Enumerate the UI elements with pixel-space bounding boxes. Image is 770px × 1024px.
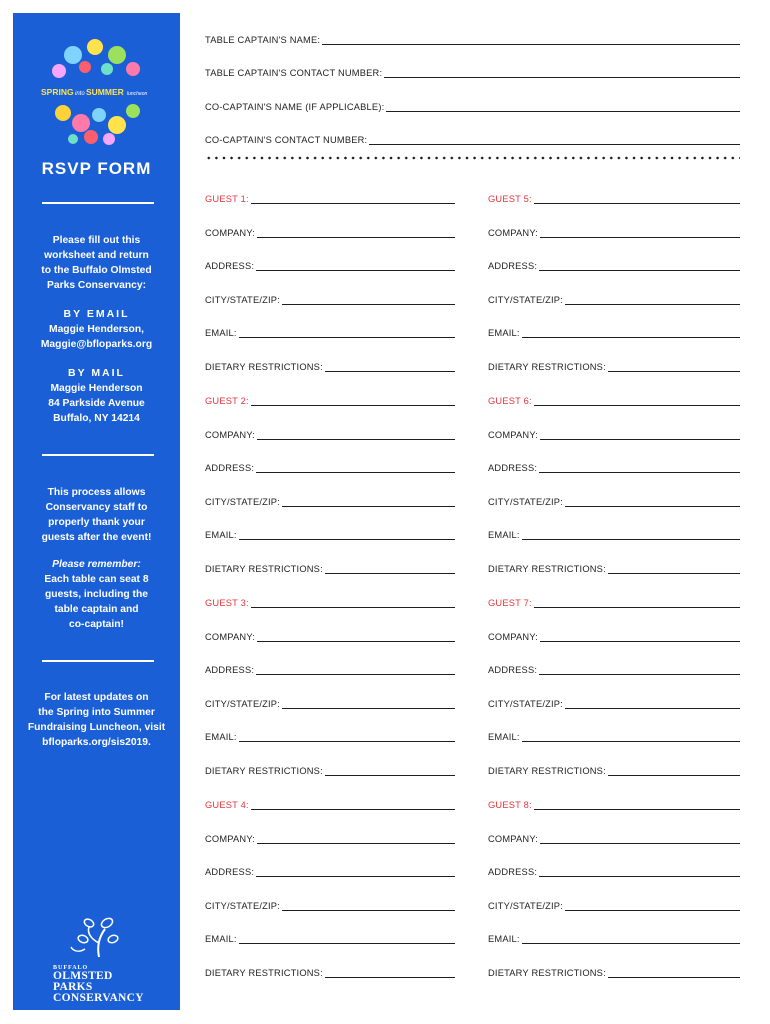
- write-line[interactable]: [384, 69, 740, 78]
- write-line[interactable]: [386, 103, 740, 112]
- remember-line: guests, including the: [45, 589, 148, 600]
- co-captain-name-field[interactable]: [205, 98, 740, 112]
- field-label: DIETARY RESTRICTIONS:: [488, 766, 606, 776]
- field-label: EMAIL:: [488, 732, 520, 743]
- guest-7-field[interactable]: [488, 762, 740, 776]
- field-label: EMAIL:: [205, 530, 237, 541]
- write-line[interactable]: [256, 666, 455, 675]
- write-line[interactable]: [256, 868, 455, 877]
- guest-3-field[interactable]: [205, 661, 455, 675]
- write-line[interactable]: [540, 633, 740, 642]
- updates-block: [21, 690, 172, 750]
- guest-2-name-field[interactable]: [205, 392, 455, 406]
- guest-label: GUEST 2:: [205, 396, 249, 406]
- field-label: EMAIL:: [488, 328, 520, 339]
- field-label: ADDRESS:: [488, 261, 538, 272]
- guest-7-field[interactable]: [488, 695, 740, 709]
- process-line: properly thank your: [48, 517, 145, 528]
- guest-2-field[interactable]: [205, 493, 455, 507]
- guest-label: GUEST 6:: [488, 396, 532, 406]
- org-small-name: BUFFALO: [53, 965, 89, 971]
- field-label: TABLE CAPTAIN'S CONTACT NUMBER:: [205, 68, 383, 78]
- field-label: DIETARY RESTRICTIONS:: [205, 968, 323, 978]
- field-label: DIETARY RESTRICTIONS:: [205, 362, 323, 372]
- guest-1-field[interactable]: [205, 358, 455, 372]
- write-line[interactable]: [608, 363, 740, 372]
- field-label: DIETARY RESTRICTIONS:: [488, 362, 606, 372]
- guest-2-field[interactable]: [205, 459, 455, 473]
- dotted-divider: [205, 156, 740, 160]
- guest-5-field[interactable]: [488, 224, 740, 238]
- guest-7-field[interactable]: [488, 661, 740, 675]
- write-line[interactable]: [325, 363, 455, 372]
- guest-6-field[interactable]: [488, 526, 740, 540]
- field-label: EMAIL:: [488, 530, 520, 541]
- guest-6-field[interactable]: [488, 426, 740, 440]
- guest-8-field[interactable]: [488, 830, 740, 844]
- updates-line: Fundraising Luncheon, visit: [27, 722, 166, 733]
- guest-2-field[interactable]: [205, 426, 455, 440]
- write-line[interactable]: [257, 431, 455, 440]
- updates-link[interactable]: bfloparks.org/sis2019.: [42, 737, 151, 748]
- field-label: ADDRESS:: [205, 867, 255, 878]
- field-label: DIETARY RESTRICTIONS:: [488, 968, 606, 978]
- guest-6-field[interactable]: [488, 493, 740, 507]
- email-contact-name: Maggie Henderson,: [49, 324, 144, 335]
- write-line[interactable]: [565, 902, 740, 911]
- guest-label: GUEST 7:: [488, 598, 532, 608]
- guest-3-field[interactable]: [205, 628, 455, 642]
- guest-5-field[interactable]: [488, 324, 740, 338]
- divider: [42, 454, 154, 456]
- guest-5-field[interactable]: [488, 291, 740, 305]
- mail-contact-name: Maggie Henderson: [50, 383, 143, 394]
- rsvp-form-title: RSVP FORM: [41, 159, 152, 178]
- field-label: ADDRESS:: [205, 261, 255, 272]
- updates-line: For latest updates on: [44, 692, 149, 703]
- write-line[interactable]: [239, 329, 455, 338]
- write-line[interactable]: [239, 935, 455, 944]
- write-line[interactable]: [522, 935, 740, 944]
- write-line[interactable]: [565, 498, 740, 507]
- write-line[interactable]: [608, 565, 740, 574]
- field-label: COMPANY:: [488, 227, 538, 238]
- write-line[interactable]: [322, 36, 740, 45]
- process-line: guests after the event!: [41, 532, 152, 543]
- field-label: COMPANY:: [205, 429, 255, 440]
- field-label: CITY/STATE/ZIP:: [488, 294, 563, 305]
- guest-8-field[interactable]: [488, 863, 740, 877]
- remember-line: co-captain!: [69, 619, 124, 630]
- write-line[interactable]: [539, 666, 740, 675]
- guest-6-field[interactable]: [488, 459, 740, 473]
- field-label: DIETARY RESTRICTIONS:: [488, 564, 606, 574]
- write-line[interactable]: [257, 229, 455, 238]
- field-label: EMAIL:: [205, 732, 237, 743]
- sidebar: [13, 13, 180, 1010]
- write-line[interactable]: [251, 397, 455, 406]
- leaf-tree-icon: [69, 913, 129, 959]
- intro-line: to the Buffalo Olmsted: [41, 265, 152, 276]
- guest-6-field[interactable]: [488, 560, 740, 574]
- field-label: CITY/STATE/ZIP:: [205, 900, 280, 911]
- field-label: EMAIL:: [205, 934, 237, 945]
- table-captain-contact-field[interactable]: [205, 64, 740, 78]
- field-label: CO-CAPTAIN'S NAME (IF APPLICABLE):: [205, 102, 385, 112]
- email-address: Maggie@bfloparks.org: [40, 339, 153, 350]
- write-line[interactable]: [325, 767, 455, 776]
- updates-line: the Spring into Summer: [38, 707, 155, 718]
- write-line[interactable]: [282, 902, 455, 911]
- guest-3-field[interactable]: [205, 695, 455, 709]
- write-line[interactable]: [251, 801, 455, 810]
- by-mail-heading: BY MAIL: [68, 367, 125, 379]
- guest-1-name-field[interactable]: [205, 190, 455, 204]
- field-label: COMPANY:: [488, 631, 538, 642]
- guest-2-field[interactable]: [205, 526, 455, 540]
- field-label: COMPANY:: [205, 631, 255, 642]
- guest-4-field[interactable]: [205, 863, 455, 877]
- co-captain-contact-field[interactable]: [205, 131, 740, 145]
- guest-5-field[interactable]: [488, 358, 740, 372]
- olmsted-parks-logo: [49, 913, 149, 1004]
- field-label: ADDRESS:: [205, 463, 255, 474]
- write-line[interactable]: [522, 329, 740, 338]
- svg-text:into: into: [75, 91, 85, 97]
- guest-4-field[interactable]: [205, 930, 455, 944]
- write-line[interactable]: [534, 599, 740, 608]
- write-line[interactable]: [539, 868, 740, 877]
- guest-8-name-field[interactable]: [488, 796, 740, 810]
- field-label: CITY/STATE/ZIP:: [488, 900, 563, 911]
- process-line: Conservancy staff to: [45, 502, 148, 513]
- field-label: COMPANY:: [205, 227, 255, 238]
- write-line[interactable]: [282, 498, 455, 507]
- guest-1-field[interactable]: [205, 291, 455, 305]
- field-label: EMAIL:: [205, 328, 237, 339]
- guest-6-name-field[interactable]: [488, 392, 740, 406]
- guest-4-field[interactable]: [205, 964, 455, 978]
- field-label: COMPANY:: [205, 833, 255, 844]
- write-line[interactable]: [256, 262, 455, 271]
- guest-4-field[interactable]: [205, 830, 455, 844]
- guest-7-field[interactable]: [488, 728, 740, 742]
- guest-label: GUEST 1:: [205, 194, 249, 204]
- spring-into-summer-logo: [33, 33, 160, 151]
- guest-7-name-field[interactable]: [488, 594, 740, 608]
- guest-label: GUEST 8:: [488, 800, 532, 810]
- write-line[interactable]: [239, 531, 455, 540]
- write-line[interactable]: [282, 700, 455, 709]
- guest-5-name-field[interactable]: [488, 190, 740, 204]
- write-line[interactable]: [534, 397, 740, 406]
- instructions-block: [21, 233, 172, 426]
- write-line[interactable]: [239, 733, 455, 742]
- process-line: This process allows: [47, 487, 146, 498]
- field-label: ADDRESS:: [488, 665, 538, 676]
- write-line[interactable]: [325, 969, 455, 978]
- field-label: DIETARY RESTRICTIONS:: [205, 766, 323, 776]
- guest-label: GUEST 4:: [205, 800, 249, 810]
- write-line[interactable]: [369, 136, 740, 145]
- mail-street: 84 Parkside Avenue: [48, 398, 145, 409]
- guest-7-field[interactable]: [488, 628, 740, 642]
- write-line[interactable]: [325, 565, 455, 574]
- write-line[interactable]: [251, 195, 455, 204]
- remember-heading: Please remember:: [52, 559, 141, 570]
- write-line[interactable]: [540, 835, 740, 844]
- field-label: CITY/STATE/ZIP:: [488, 698, 563, 709]
- remember-line: Each table can seat 8: [44, 574, 149, 585]
- field-label: ADDRESS:: [205, 665, 255, 676]
- field-label: COMPANY:: [488, 833, 538, 844]
- intro-line: Parks Conservancy:: [46, 280, 147, 291]
- write-line[interactable]: [534, 801, 740, 810]
- write-line[interactable]: [522, 531, 740, 540]
- write-line[interactable]: [565, 700, 740, 709]
- write-line[interactable]: [522, 733, 740, 742]
- write-line[interactable]: [540, 229, 740, 238]
- guest-1-field[interactable]: [205, 257, 455, 271]
- write-line[interactable]: [539, 262, 740, 271]
- guest-label: GUEST 3:: [205, 598, 249, 608]
- write-line[interactable]: [257, 835, 455, 844]
- field-label: CITY/STATE/ZIP:: [488, 496, 563, 507]
- svg-text:SPRING: SPRING: [41, 87, 74, 97]
- guest-3-name-field[interactable]: [205, 594, 455, 608]
- divider: [42, 660, 154, 662]
- field-label: DIETARY RESTRICTIONS:: [205, 564, 323, 574]
- field-label: CITY/STATE/ZIP:: [205, 698, 280, 709]
- field-label: CITY/STATE/ZIP:: [205, 496, 280, 507]
- svg-text:luncheon: luncheon: [127, 91, 148, 97]
- mail-city: Buffalo, NY 14214: [53, 413, 140, 424]
- write-line[interactable]: [282, 296, 455, 305]
- write-line[interactable]: [608, 969, 740, 978]
- guest-label: GUEST 5:: [488, 194, 532, 204]
- guest-3-field[interactable]: [205, 728, 455, 742]
- field-label: COMPANY:: [488, 429, 538, 440]
- guest-8-field[interactable]: [488, 964, 740, 978]
- write-line[interactable]: [256, 464, 455, 473]
- svg-text:SUMMER: SUMMER: [86, 87, 124, 97]
- field-label: TABLE CAPTAIN'S NAME:: [205, 35, 321, 45]
- field-label: CO-CAPTAIN'S CONTACT NUMBER:: [205, 135, 368, 145]
- divider: [42, 202, 154, 204]
- write-line[interactable]: [257, 633, 455, 642]
- guest-4-field[interactable]: [205, 897, 455, 911]
- guest-3-field[interactable]: [205, 762, 455, 776]
- field-label: CITY/STATE/ZIP:: [205, 294, 280, 305]
- guest-8-field[interactable]: [488, 897, 740, 911]
- intro-line: worksheet and return: [44, 250, 149, 261]
- org-name-line2: CONSERVANCY: [53, 992, 144, 1004]
- by-email-heading: BY EMAIL: [63, 308, 130, 320]
- table-captain-name-field[interactable]: [205, 31, 740, 45]
- write-line[interactable]: [540, 431, 740, 440]
- field-label: ADDRESS:: [488, 463, 538, 474]
- intro-line: Please fill out this: [52, 235, 141, 246]
- write-line[interactable]: [251, 599, 455, 608]
- write-line[interactable]: [565, 296, 740, 305]
- process-block: [21, 485, 172, 632]
- guest-4-name-field[interactable]: [205, 796, 455, 810]
- guest-1-field[interactable]: [205, 324, 455, 338]
- org-name-line1: OLMSTED PARKS: [53, 970, 113, 993]
- write-line[interactable]: [534, 195, 740, 204]
- field-label: ADDRESS:: [488, 867, 538, 878]
- write-line[interactable]: [539, 464, 740, 473]
- guest-2-field[interactable]: [205, 560, 455, 574]
- guest-8-field[interactable]: [488, 930, 740, 944]
- field-label: EMAIL:: [488, 934, 520, 945]
- guest-1-field[interactable]: [205, 224, 455, 238]
- remember-line: table captain and: [54, 604, 139, 615]
- write-line[interactable]: [608, 767, 740, 776]
- guest-5-field[interactable]: [488, 257, 740, 271]
